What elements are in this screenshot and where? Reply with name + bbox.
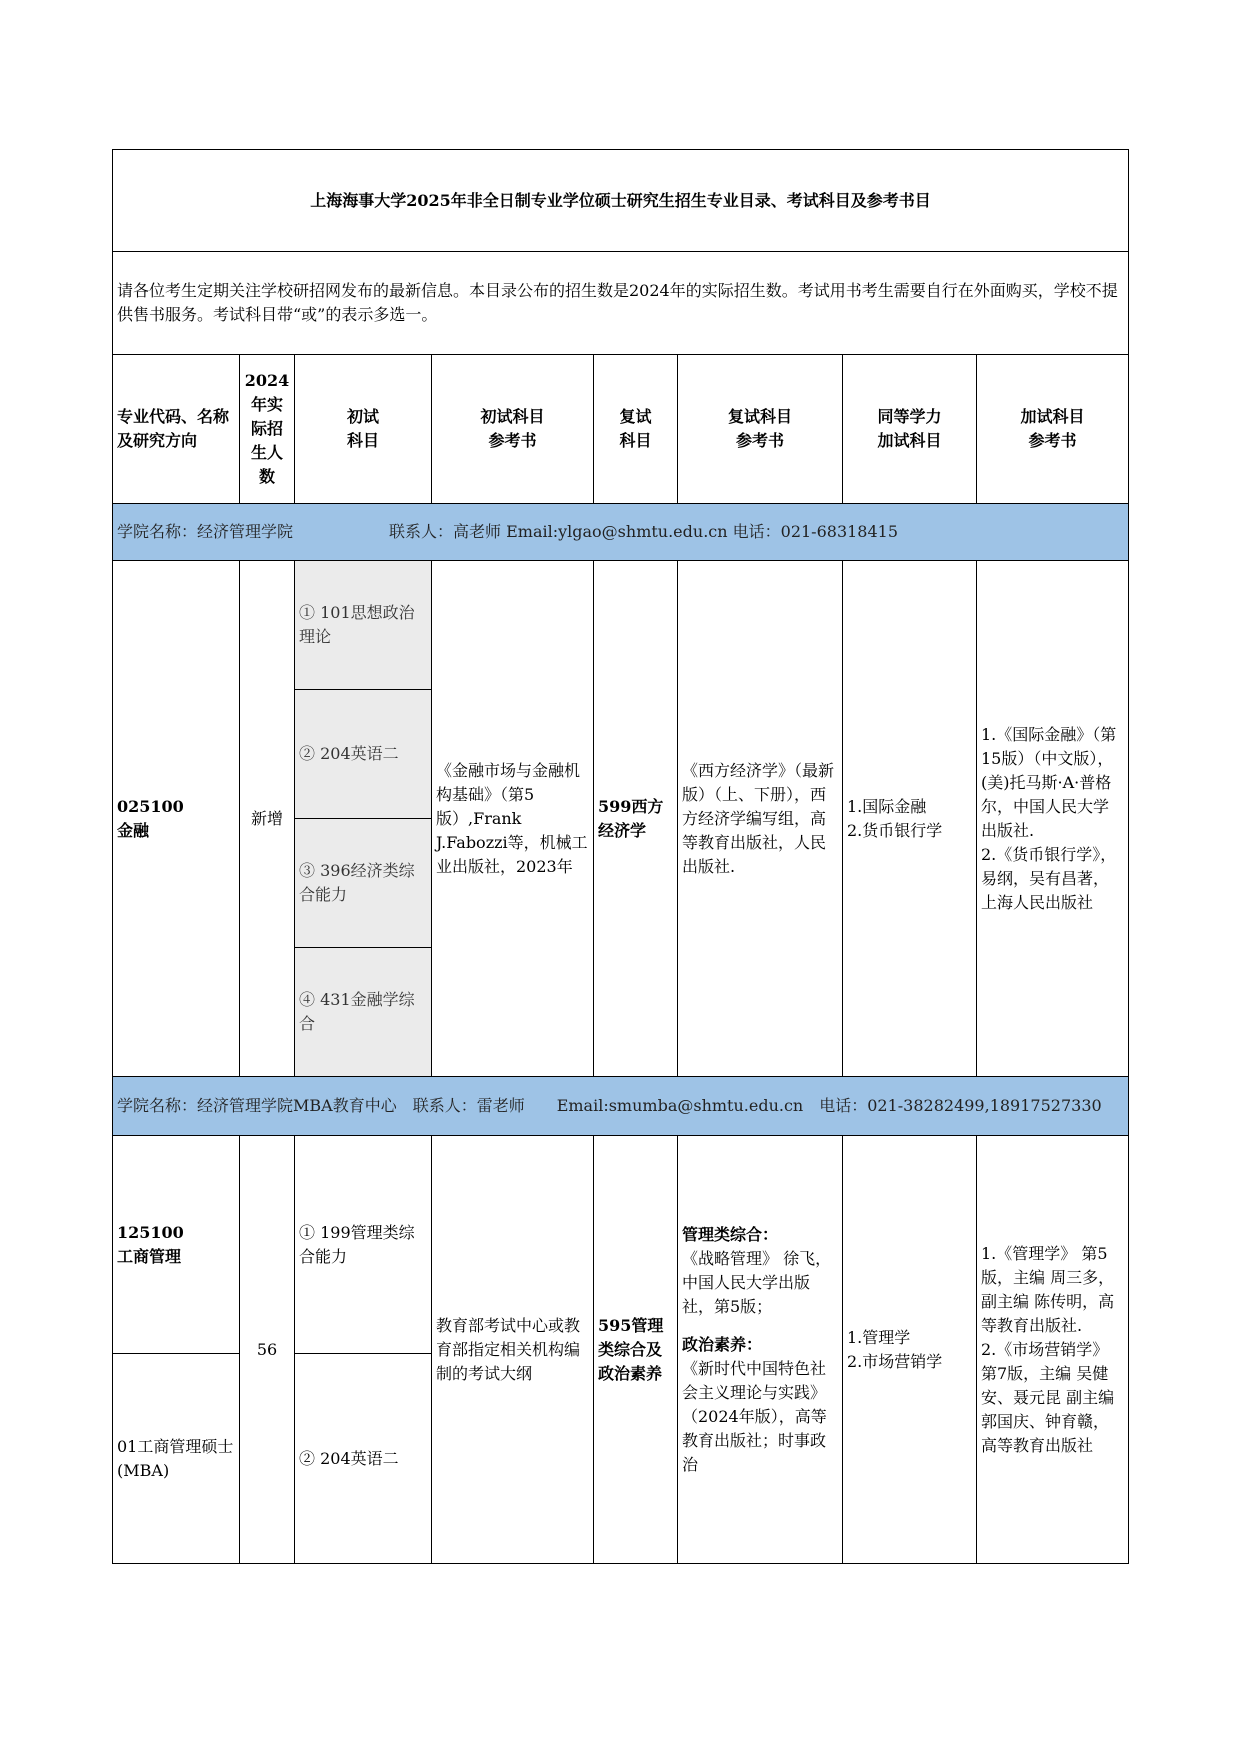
major-code: 125100 bbox=[117, 1222, 184, 1242]
equivalent-subjects bbox=[843, 1136, 977, 1564]
equivalent-subjects bbox=[843, 561, 977, 1077]
extra-books bbox=[977, 1136, 1129, 1564]
equivalent-item: 1.国际金融 bbox=[847, 796, 927, 816]
prelim-subject-2: ② 204英语二 bbox=[295, 1354, 432, 1564]
extra-book-item: 2.《市场营销学》第7版，主编 吴健安、聂元昆 副主编 郭国庆、钟育赣，高等教育出版社 bbox=[981, 1339, 1115, 1455]
header-enrolled: 2024年实际招生人数 bbox=[240, 355, 295, 504]
header-retest: 复试 科目 bbox=[594, 355, 678, 504]
prelim-subject-1: ① 101思想政治理论 bbox=[295, 561, 432, 690]
retest-books-heading: 管理类综合： bbox=[682, 1224, 779, 1244]
school-band-economics: 学院名称：经济管理学院 联系人：高老师 Email:ylgao@shmtu.edu.cn 电话：021-68318415 bbox=[113, 504, 1129, 561]
retest-books bbox=[678, 1136, 843, 1564]
prelim-subject-1: ① 199管理类综合能力 bbox=[295, 1136, 432, 1354]
research-direction: 01工商管理硕士(MBA) bbox=[113, 1354, 240, 1564]
retest-subject: 599西方经济学 bbox=[594, 561, 678, 1077]
catalog-table bbox=[112, 149, 1129, 1564]
retest-books-heading: 政治素养： bbox=[682, 1334, 763, 1354]
extra-book-item: 2.《货币银行学》，易纲，吴有昌著，上海人民出版社 bbox=[981, 844, 1117, 912]
major-cell-finance bbox=[113, 561, 240, 1077]
equivalent-item: 1.管理学 bbox=[847, 1327, 911, 1347]
retest-books: 《西方经济学》（最新版）（上、下册），西方经济学编写组，高等教育出版社，人民出版社. bbox=[678, 561, 843, 1077]
equivalent-item: 2.货币银行学 bbox=[847, 820, 943, 840]
retest-books-text: 《新时代中国特色社会主义理论与实践》（2024年版），高等教育出版社；时事政治 bbox=[682, 1358, 827, 1474]
prelim-subject-4: ④ 431金融学综合 bbox=[295, 948, 432, 1077]
header-major: 专业代码、名称及研究方向 bbox=[113, 355, 240, 504]
retest-books-text: 《战略管理》 徐飞，中国人民大学出版社，第5版； bbox=[682, 1248, 832, 1316]
header-row bbox=[113, 355, 1129, 504]
extra-book-item: 1.《国际金融》（第15版）（中文版），(美)托马斯·A·普格尔，中国人民大学出版社. bbox=[981, 724, 1117, 840]
retest-subject: 595管理类综合及政治素养 bbox=[594, 1136, 678, 1564]
prelim-books: 《金融市场与金融机构基础》（第5版）,Frank J.Fabozzi等，机械工业出版社，2023年 bbox=[432, 561, 594, 1077]
header-prelim-books: 初试科目 参考书 bbox=[432, 355, 594, 504]
header-extra-books: 加试科目 参考书 bbox=[977, 355, 1129, 504]
prelim-books: 教育部考试中心或教育部指定相关机构编制的考试大纲 bbox=[432, 1136, 594, 1564]
prelim-subject-3: ③ 396经济类综合能力 bbox=[295, 819, 432, 948]
header-retest-books: 复试科目 参考书 bbox=[678, 355, 843, 504]
header-equivalent: 同等学力 加试科目 bbox=[843, 355, 977, 504]
enrolled-count: 新增 bbox=[240, 561, 295, 1077]
enrolled-count: 56 bbox=[240, 1136, 295, 1564]
header-prelim: 初试 科目 bbox=[295, 355, 432, 504]
page-title: 上海海事大学2025年非全日制专业学位硕士研究生招生专业目录、考试科目及参考书目 bbox=[113, 150, 1129, 252]
major-name: 工商管理 bbox=[117, 1246, 182, 1266]
extra-book-item: 1.《管理学》 第5版，主编 周三多，副主编 陈传明，高等教育出版社. bbox=[981, 1243, 1115, 1335]
major-name: 金融 bbox=[117, 820, 150, 840]
school-band-mba: 学院名称：经济管理学院MBA教育中心 联系人：雷老师 Email:smumba@shmtu.edu.cn 电话：021-38282499,18917527330 bbox=[113, 1077, 1129, 1136]
notice-text: 请各位考生定期关注学校研招网发布的最新信息。本目录公布的招生数是2024年的实际招生数。考试用书考生需要自行在外面购买，学校不提供售书服务。考试科目带“或”的表示多选一。 bbox=[113, 252, 1129, 355]
extra-books bbox=[977, 561, 1129, 1077]
prelim-subject-2: ② 204英语二 bbox=[295, 690, 432, 819]
major-cell-mba bbox=[113, 1136, 240, 1354]
equivalent-item: 2.市场营销学 bbox=[847, 1351, 943, 1371]
major-code: 025100 bbox=[117, 796, 184, 816]
